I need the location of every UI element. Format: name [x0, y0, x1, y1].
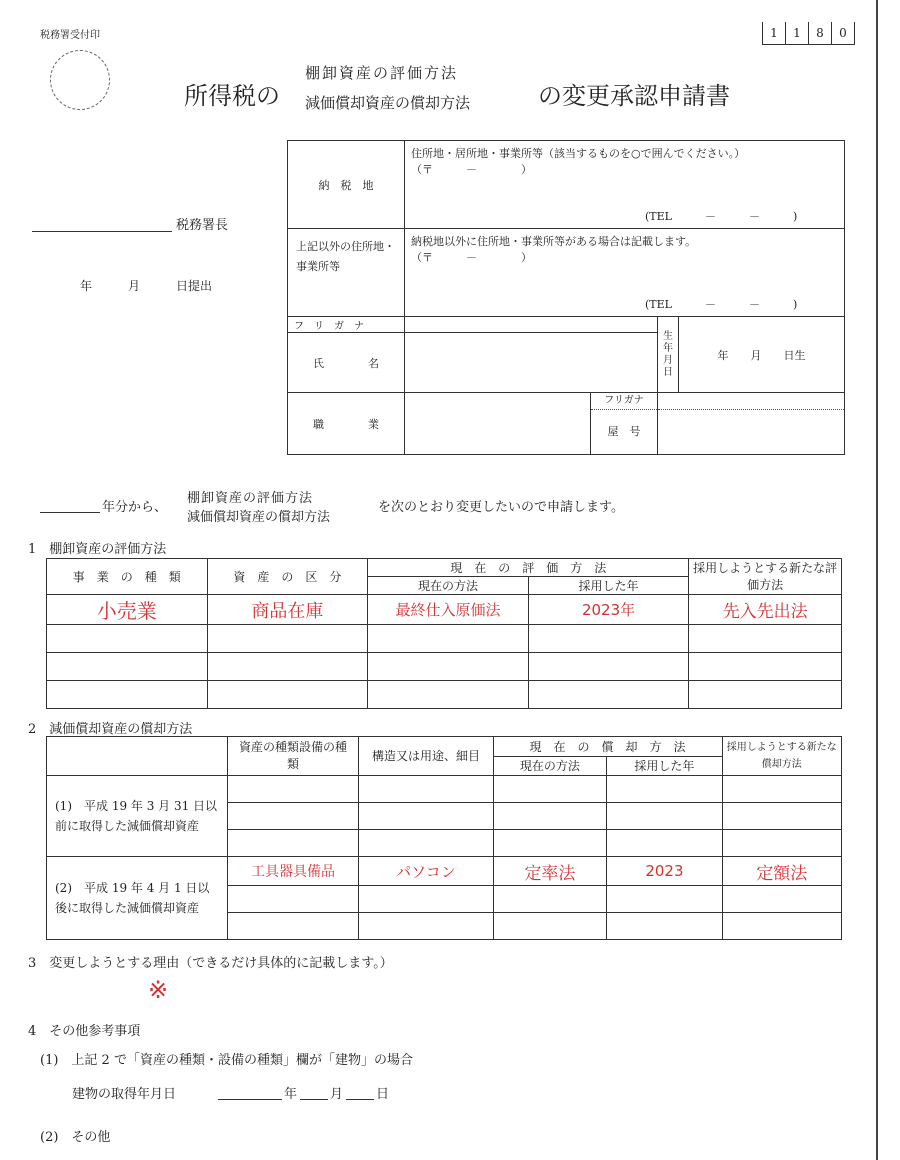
- g2r2-kind[interactable]: [227, 886, 359, 913]
- tax-office-name-line: [32, 230, 172, 232]
- row3-method[interactable]: [368, 653, 529, 681]
- g2r1-method[interactable]: 定率法: [493, 857, 607, 886]
- birth-value: 年 月 日生: [679, 317, 845, 393]
- acq-day-line[interactable]: [346, 1099, 374, 1100]
- acq-year-label: 年: [284, 1087, 298, 1102]
- tax-office-suffix: 税務署長: [176, 218, 229, 233]
- form-number: [762, 22, 855, 45]
- group1-label: (1) 平成 19 年 3 月 31 日以前に取得した減価償却資産: [47, 776, 228, 857]
- g1r2-method[interactable]: [493, 803, 607, 830]
- depreciation-method-table: [46, 736, 842, 940]
- header-dep-current-method: 現在の方法: [493, 756, 607, 776]
- occupation-field[interactable]: [405, 393, 591, 455]
- g2r3-structure[interactable]: [359, 913, 493, 940]
- g2r2-new[interactable]: [722, 886, 841, 913]
- shop-furigana-field[interactable]: [658, 393, 844, 410]
- occupation-label: 職 業: [288, 393, 405, 455]
- g1r2-kind[interactable]: [227, 803, 359, 830]
- header-structure: 構造又は用途、細目: [359, 737, 493, 776]
- row3-asset[interactable]: [207, 653, 368, 681]
- section3-heading: 3 変更しようとする理由（できるだけ具体的に記載します。）: [28, 956, 393, 971]
- g2r1-kind[interactable]: 工具器具備品: [227, 857, 359, 886]
- title-suffix: の変更承認申請書: [538, 82, 730, 110]
- header-asset-class: 資 産 の 区 分: [207, 559, 368, 595]
- g1r1-structure[interactable]: [359, 776, 493, 803]
- acquisition-date-label: 建物の取得年月日: [72, 1087, 177, 1102]
- g1r3-year[interactable]: [607, 830, 722, 857]
- section4-heading: 4 その他参考事項: [28, 1024, 141, 1039]
- other-tel: (TEL － － ): [645, 298, 798, 311]
- row4-year[interactable]: [528, 681, 689, 709]
- header-adopted-year: 採用した年: [528, 577, 689, 595]
- g1r3-new[interactable]: [722, 830, 841, 857]
- shop-name-label: 屋 号: [607, 425, 641, 438]
- section1-heading: 1 棚卸資産の評価方法: [28, 542, 167, 557]
- acq-month-label: 月: [330, 1087, 344, 1102]
- intro-option-inventory: 棚卸資産の評価方法: [187, 491, 314, 506]
- acq-day-label: 日: [376, 1087, 390, 1102]
- g1r1-kind[interactable]: [227, 776, 359, 803]
- row2-business[interactable]: [47, 625, 208, 653]
- row1-new-method[interactable]: 先入先出法: [689, 595, 842, 625]
- shop-label-cell: [591, 393, 658, 455]
- header-current-method-sub: 現在の方法: [368, 577, 529, 595]
- section2-heading: 2 減価償却資産の償却方法: [28, 722, 193, 737]
- inventory-method-table: [46, 558, 842, 709]
- row4-asset[interactable]: [207, 681, 368, 709]
- intro-option-depreciation: 減価償却資産の償却方法: [187, 510, 331, 525]
- title-option-inventory: 棚卸資産の評価方法: [305, 64, 459, 82]
- nozei-note: 住所地・居所地・事業所等（該当するものを○で囲んでください。）: [411, 147, 746, 160]
- name-label: 氏 名: [288, 333, 405, 393]
- g2r2-structure[interactable]: [359, 886, 493, 913]
- year-blank-line: [40, 512, 100, 513]
- header-new-method: 採用しようとする新たな評価方法: [689, 559, 842, 595]
- g1r3-kind[interactable]: [227, 830, 359, 857]
- header-dep-adopted-year: 採用した年: [607, 756, 722, 776]
- nozei-label: 納 税 地: [288, 141, 405, 229]
- g1r2-structure[interactable]: [359, 803, 493, 830]
- title-prefix: 所得税の: [184, 82, 280, 110]
- form-number-digit: 0: [832, 22, 855, 44]
- g2r1-structure[interactable]: パソコン: [359, 857, 493, 886]
- stamp-label: 税務署受付印: [40, 30, 100, 41]
- shop-field[interactable]: [658, 393, 845, 455]
- nozei-cell: [405, 141, 845, 229]
- submission-date: 年 月 日提出: [80, 279, 213, 293]
- name-field[interactable]: [405, 333, 658, 393]
- g2r3-new[interactable]: [722, 913, 841, 940]
- title-option-depreciation: 減価償却資産の償却方法: [305, 94, 471, 112]
- row3-business[interactable]: [47, 653, 208, 681]
- g1r1-year[interactable]: [607, 776, 722, 803]
- row3-new-method[interactable]: [689, 653, 842, 681]
- other-address-note: 納税地以外に住所地・事業所等がある場合は記載します。: [411, 235, 697, 248]
- section4-item1: (1) 上記 2 で「資産の種類・設備の種類」欄が「建物」の場合: [40, 1053, 413, 1068]
- header-current-depreciation: 現 在 の 償 却 方 法: [493, 737, 722, 757]
- form-number-digit: 1: [763, 22, 786, 44]
- g2r1-new[interactable]: 定額法: [722, 857, 841, 886]
- row4-method[interactable]: [368, 681, 529, 709]
- applicant-info-table: [287, 140, 845, 455]
- nozei-postal: （〒 － ）: [411, 163, 532, 176]
- form-number-digit: 1: [786, 22, 809, 44]
- g1r3-method[interactable]: [493, 830, 607, 857]
- nozei-tel: (TEL － － ): [645, 210, 798, 223]
- other-address-label: 上記以外の住所地・事業所等: [288, 229, 405, 317]
- form-number-digit: 8: [809, 22, 832, 44]
- header-business: 事 業 の 種 類: [47, 559, 208, 595]
- row1-year[interactable]: 2023年: [528, 595, 689, 625]
- header-current-method: 現 在 の 評 価 方 法: [368, 559, 689, 577]
- g2r3-kind[interactable]: [227, 913, 359, 940]
- header-blank: [47, 737, 228, 776]
- receipt-stamp-circle: [50, 50, 110, 110]
- row4-new-method[interactable]: [689, 681, 842, 709]
- acq-month-line[interactable]: [300, 1099, 328, 1100]
- g2r1-year[interactable]: 2023: [607, 857, 722, 886]
- header-new-depreciation: 採用しようとする新たな償却方法: [722, 737, 841, 776]
- row1-asset[interactable]: 商品在庫: [207, 595, 368, 625]
- g1r1-new[interactable]: [722, 776, 841, 803]
- row1-method[interactable]: 最終仕入原価法: [368, 595, 529, 625]
- row1-business[interactable]: 小売業: [47, 595, 208, 625]
- g2r2-method[interactable]: [493, 886, 607, 913]
- g1r3-structure[interactable]: [359, 830, 493, 857]
- furigana2-label: フリガナ: [591, 393, 657, 410]
- g1r1-method[interactable]: [493, 776, 607, 803]
- g2r3-method[interactable]: [493, 913, 607, 940]
- row4-business[interactable]: [47, 681, 208, 709]
- reason-mark: ※: [148, 976, 169, 1004]
- row2-year[interactable]: [528, 625, 689, 653]
- row2-asset[interactable]: [207, 625, 368, 653]
- page-edge-line: [876, 0, 878, 1160]
- birth-label: 生年月日: [658, 317, 679, 393]
- furigana-field[interactable]: [405, 317, 658, 333]
- intro-year-from: 年分から、: [102, 500, 168, 515]
- g1r2-new[interactable]: [722, 803, 841, 830]
- furigana-label: フ リ ガ ナ: [288, 317, 405, 333]
- acq-year-line[interactable]: [218, 1099, 282, 1100]
- row2-method[interactable]: [368, 625, 529, 653]
- row2-new-method[interactable]: [689, 625, 842, 653]
- g1r2-year[interactable]: [607, 803, 722, 830]
- section4-item2: (2) その他: [40, 1130, 111, 1145]
- g2r2-year[interactable]: [607, 886, 722, 913]
- group2-label: (2) 平成 19 年 4 月 1 日以後に取得した減価償却資産: [47, 857, 228, 940]
- intro-text: を次のとおり変更したいので申請します。: [378, 500, 624, 515]
- g2r3-year[interactable]: [607, 913, 722, 940]
- other-postal: （〒 － ）: [411, 251, 532, 264]
- row3-year[interactable]: [528, 653, 689, 681]
- other-address-cell: [405, 229, 845, 317]
- header-asset-kind: 資産の種類設備の種類: [227, 737, 359, 776]
